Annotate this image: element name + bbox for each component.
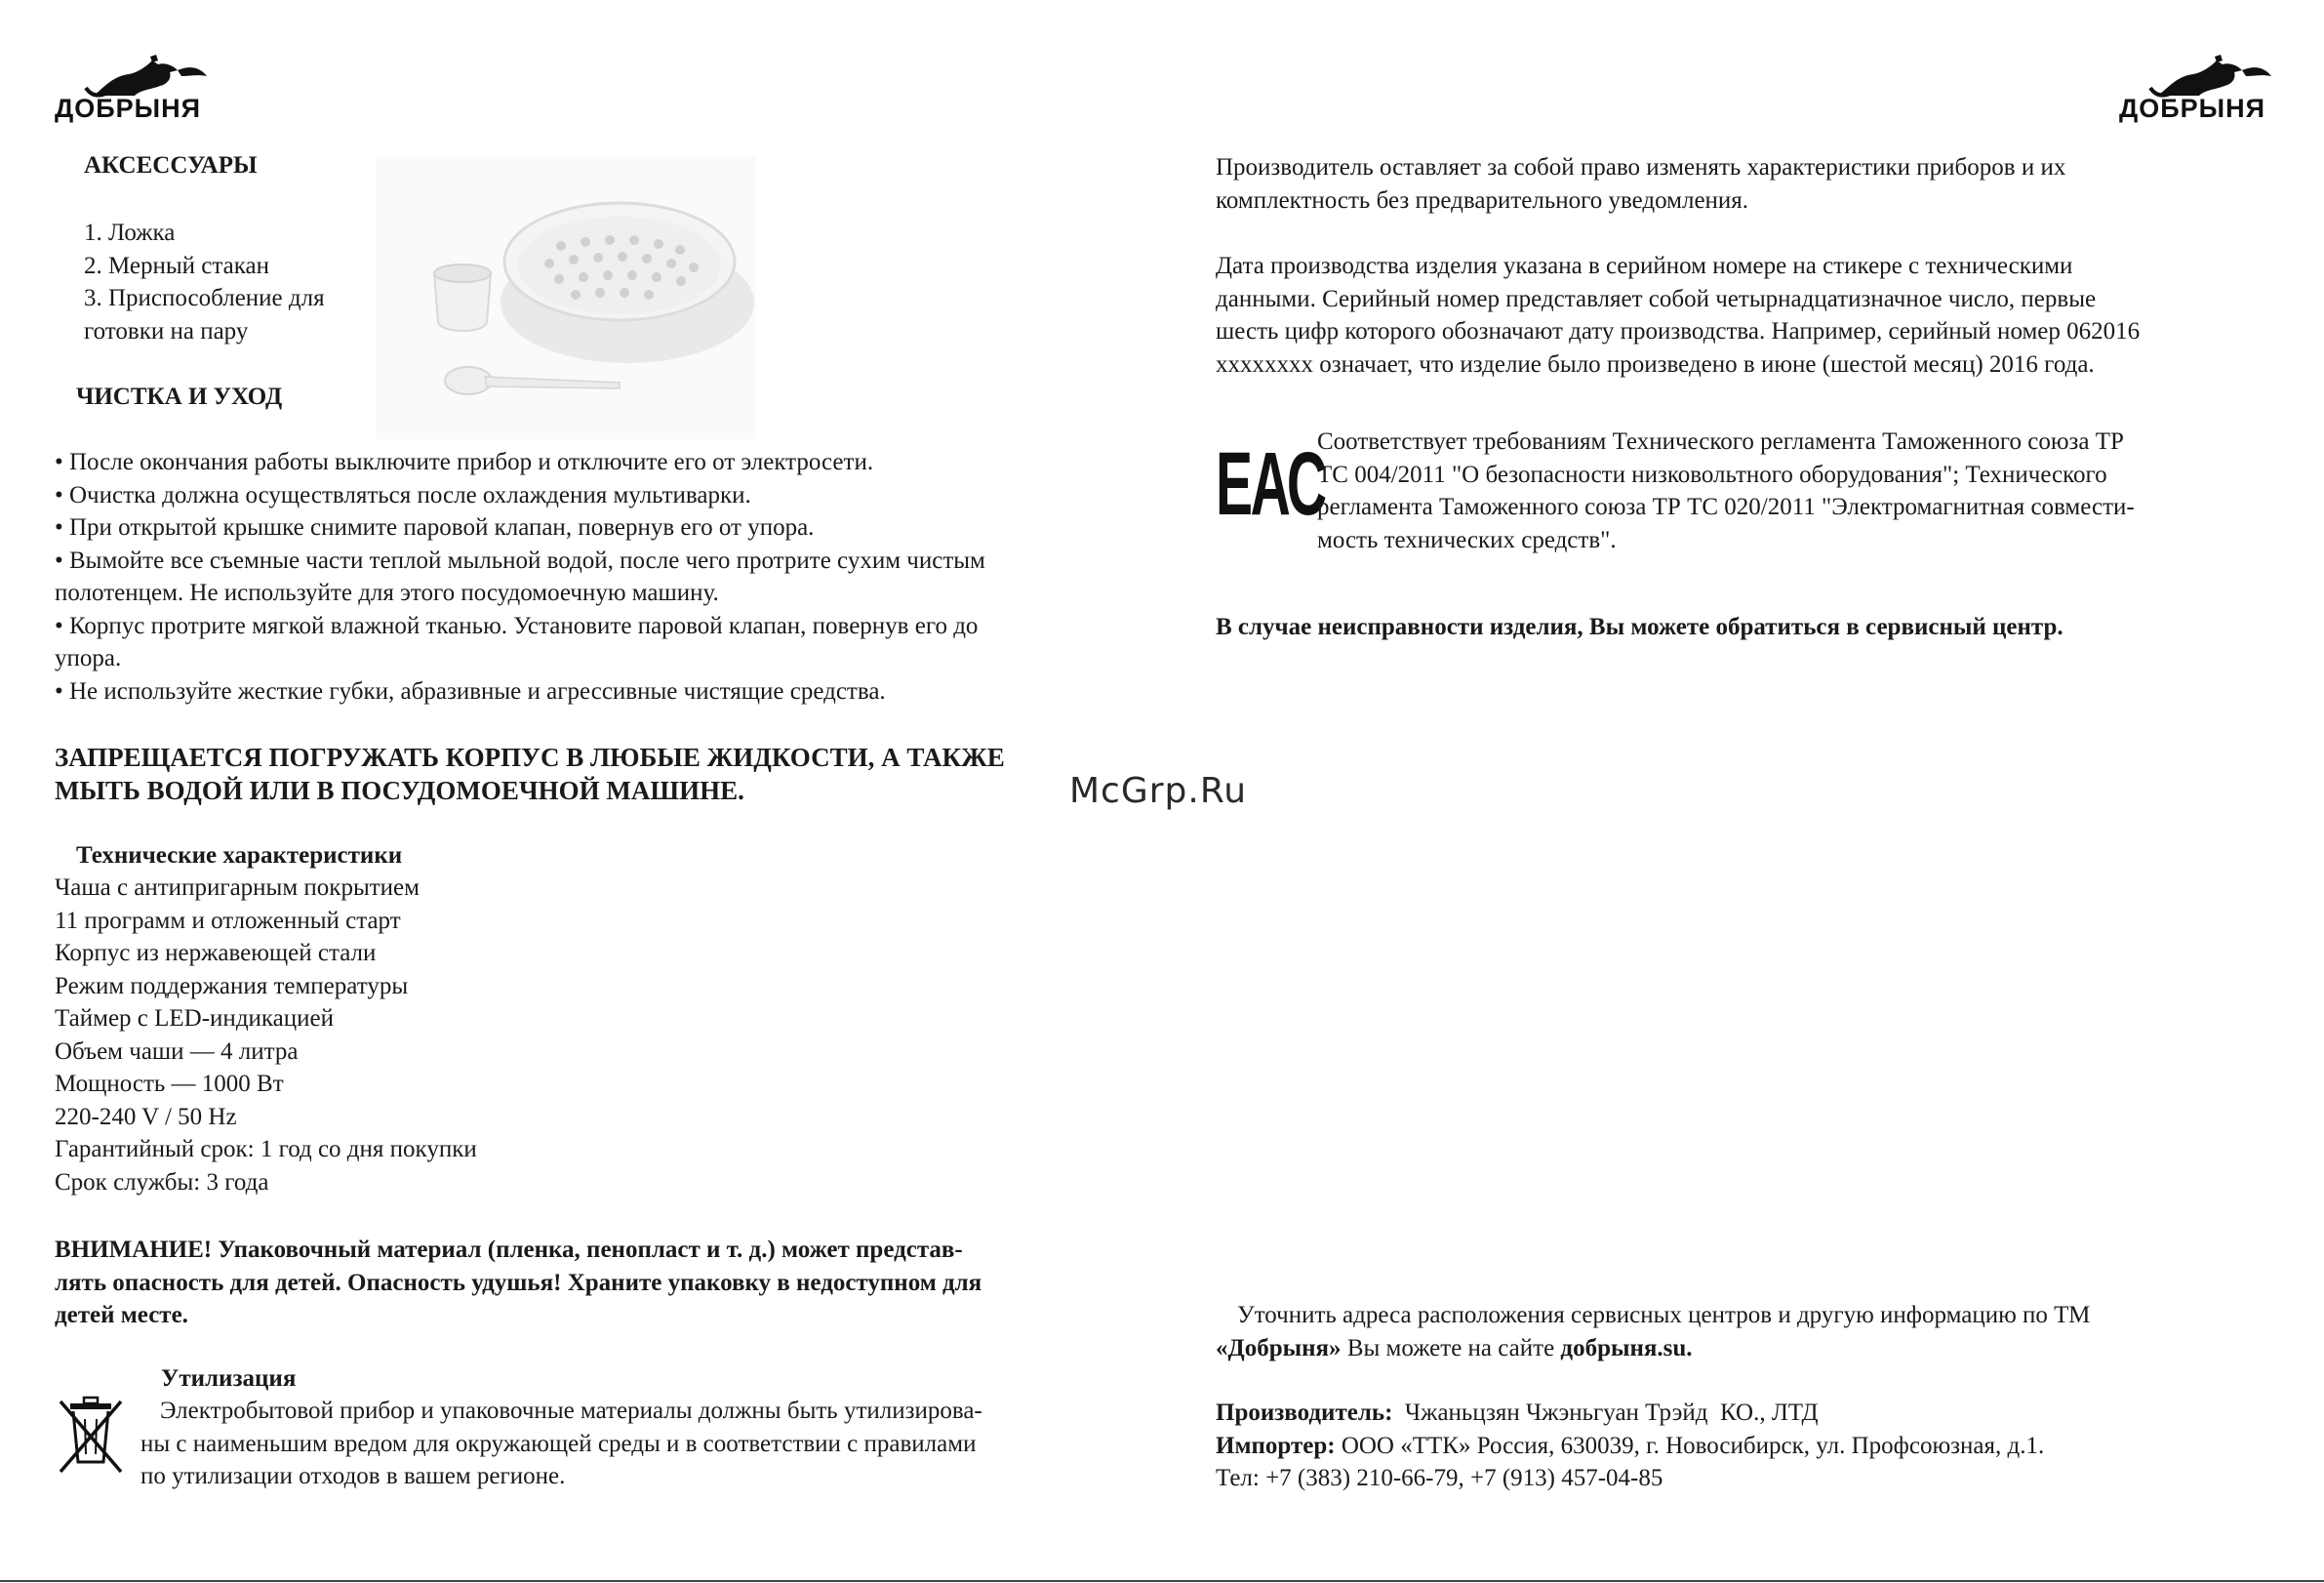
crossed-bin-icon (57, 1394, 125, 1476)
list-item: готовки на пару (84, 317, 249, 345)
accessories-photo (376, 156, 756, 439)
list-item: полотенцем. Не используйте для этого посудомоечную машину. (55, 580, 719, 606)
paragraph-line: регламента Таможенного союза ТР ТС 020/2011 "Электромагнитная совмести- (1317, 494, 2135, 520)
paragraph-line: комплектность без предварительного уведомления. (1216, 186, 1749, 214)
prohibition-warning (55, 742, 1005, 807)
list-item: • После окончания работы выключите прибор и отключите его от электросети. (55, 449, 874, 475)
warning-line: МЫТЬ ВОДОЙ ИЛИ В ПОСУДОМОЕЧНОЙ МАШИНЕ. (55, 775, 744, 805)
list-item: 220-240 V / 50 Hz (55, 1103, 237, 1130)
warning-line: ЗАПРЕЩАЕТСЯ ПОГРУЖАТЬ КОРПУС В ЛЮБЫЕ ЖИДКОСТИ, А ТАКЖЕ (55, 743, 1005, 772)
list-item: Режим поддержания температуры (55, 972, 409, 999)
manufacturer-value: Чжаньцзян Чжэньгуан Трэйд КО., ЛТД (1392, 1400, 1819, 1426)
disposal-line: ны с наименьшим вредом для окружающей среды и в соответствии с правилами (140, 1430, 977, 1457)
list-item: Объем чаши — 4 литра (55, 1037, 299, 1065)
list-item: Корпус из нержавеющей стали (55, 940, 377, 966)
company-info (1216, 1397, 2044, 1495)
list-item: • При открытой крышке снимите паровой клапан, повернув его от упора. (55, 514, 815, 541)
paragraph-line: Производитель оставляет за собой право изменять характеристики приборов и их (1216, 154, 2066, 181)
brand-logo-right (2119, 55, 2275, 125)
watermark: McGrp.Ru (1069, 771, 1248, 811)
website-link[interactable]: добрыня.su. (1560, 1334, 1693, 1361)
manufacturer-line (1216, 1397, 2044, 1430)
eac-compliance-text (1317, 426, 2135, 556)
list-item: • Вымойте все съемные части теплой мыльной водой, после чего протрите сухим чистым (55, 547, 985, 574)
paragraph-line: шесть цифр которого обозначают дату производства. Например, серийный номер 062016 (1216, 318, 2141, 345)
brand-logo-left (55, 55, 211, 125)
disposal-title: Утилизация (161, 1365, 297, 1392)
disposal-line: Электробытовой прибор и упаковочные материалы должны быть утилизирова- (160, 1398, 982, 1424)
list-item: 3. Приспособление для (84, 285, 325, 311)
list-item: • Не используйте жесткие губки, абразивные и агрессивные чистящие средства. (55, 677, 886, 705)
paragraph-line: данными. Серийный номер представляет собой четырнадцатизначное число, первые (1216, 285, 2097, 312)
attention-line: лять опасность для детей. Опасность удушья! Храните упаковку в недоступном для (55, 1269, 982, 1296)
specs-list (55, 872, 477, 1198)
paragraph-line: Уточнить адреса расположения сервисных центров и другую информацию по ТМ (1237, 1302, 2091, 1328)
production-date-paragraph (1216, 250, 2140, 381)
accessories-title: АКСЕССУАРЫ (84, 152, 258, 179)
paragraph-line: мость технических средств". (1317, 526, 1617, 553)
brand-wordmark: ДОБРЫНЯ (2119, 94, 2265, 123)
list-item: 2. Мерный стакан (84, 252, 269, 279)
list-item: • Очистка должна осуществляться после охлаждения мультиварки. (55, 481, 751, 508)
brand-name: «Добрыня» (1216, 1334, 1342, 1361)
list-item: 11 программ и отложенный старт (55, 907, 401, 934)
importer-label: Импортер: (1216, 1432, 1336, 1459)
attention-line: ВНИМАНИЕ! Упаковочный материал (пленка, пенопласт и т. д.) может представ- (55, 1237, 963, 1263)
paragraph-line: Соответствует требованиям Технического регламента Таможенного союза ТР (1317, 428, 2124, 455)
attention-warning (55, 1234, 982, 1332)
paragraph-line: xxxxxxxx означает, что изделие было произведено в июне (шестой месяц) 2016 года. (1216, 350, 2095, 378)
list-item: Срок службы: 3 года (55, 1168, 269, 1196)
disposal-line: по утилизации отходов в вашем регионе. (140, 1463, 566, 1489)
specs-title: Технические характеристики (76, 842, 403, 869)
attention-line: детей месте. (55, 1302, 188, 1328)
paragraph-line: Дата производства изделия указана в серийном номере на стикере с техническими (1216, 253, 2073, 279)
rights-paragraph (1216, 151, 2065, 217)
list-item: Таймер с LED-индикацией (55, 1005, 335, 1032)
service-note: В случае неисправности изделия, Вы можете обратиться в сервисный центр. (1216, 614, 2064, 640)
disposal-text (140, 1395, 982, 1493)
care-list (55, 446, 985, 708)
brand-wordmark: ДОБРЫНЯ (55, 94, 201, 123)
paragraph-line: ТС 004/2011 "О безопасности низковольтного оборудования"; Технического (1317, 461, 2107, 488)
list-item: • Корпус протрите мягкой влажной тканью. Установите паровой клапан, повернув его до (55, 612, 979, 639)
eac-mark: ЕАС (1216, 434, 1325, 534)
list-item: 1. Ложка (84, 220, 176, 246)
contact-paragraph (1216, 1299, 2090, 1364)
contact-text: Вы можете на сайте (1341, 1334, 1561, 1361)
paragraph-line (1216, 1332, 2090, 1365)
list-item: Чаша с антипригарным покрытием (55, 874, 420, 901)
care-title: ЧИСТКА И УХОД (76, 384, 283, 410)
importer-line (1216, 1430, 2044, 1463)
phone-line: Тел: +7 (383) 210-66-79, +7 (913) 457-04-85 (1216, 1465, 1663, 1491)
list-item: Гарантийный срок: 1 год со дня покупки (55, 1136, 477, 1162)
manufacturer-label: Производитель: (1216, 1400, 1393, 1426)
importer-value: ООО «ТТК» Россия, 630039, г. Новосибирск, ул. Профсоюзная, д.1. (1335, 1432, 2045, 1459)
bottom-divider (0, 1580, 2324, 1582)
list-item: Мощность — 1000 Вт (55, 1071, 284, 1097)
list-item: упора. (55, 645, 122, 671)
accessories-list (84, 217, 325, 347)
